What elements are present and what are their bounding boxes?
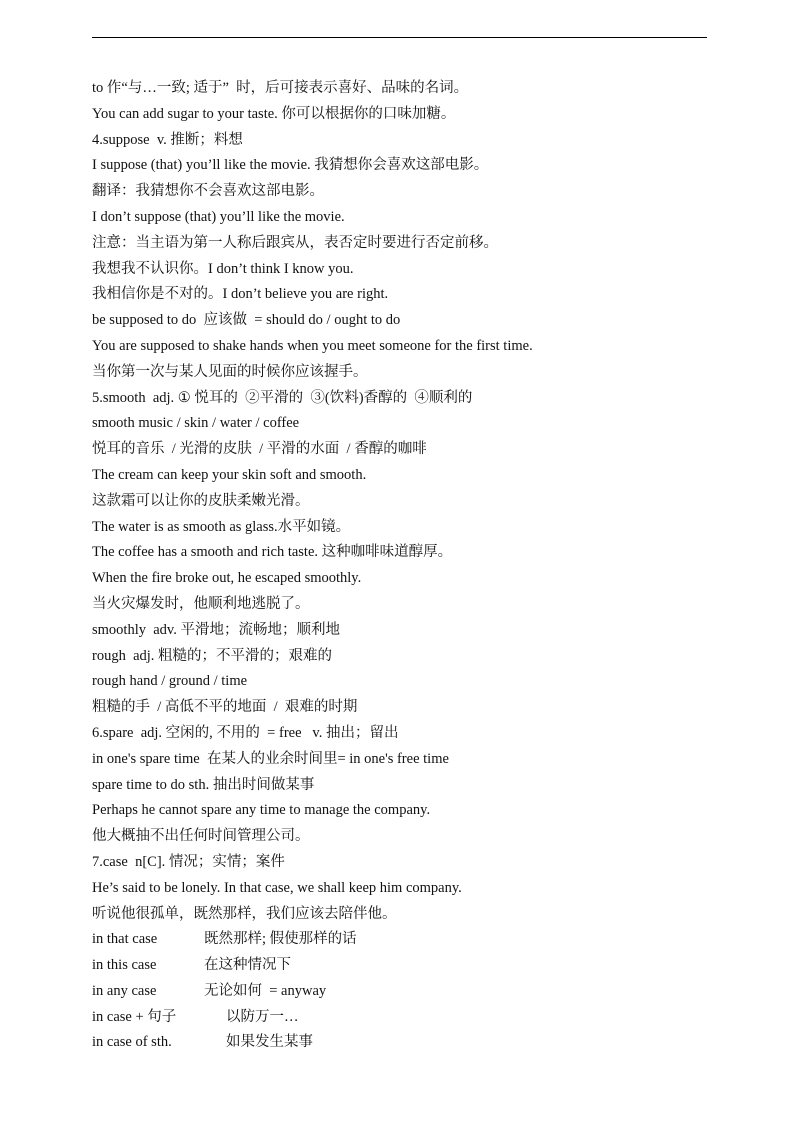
text-line: He’s said to be lonely. In that case, we shall keep him company. [92, 879, 462, 896]
document-body [92, 76, 732, 1056]
phrase-row [92, 953, 732, 979]
text-line: I suppose (that) you’ll like the movie. 我猜想你会喜欢这部电影。 [92, 157, 489, 174]
section-heading-spare: 6.spare adj. 空闲的, 不用的 = free v. 抽出；留出 [92, 724, 399, 741]
phrase-english: in any case [92, 982, 157, 999]
phrase-row [92, 927, 732, 953]
section-heading-case: 7.case n[C]. 情况；实情；案件 [92, 853, 285, 870]
phrase-row [92, 979, 732, 1005]
text-line: 我想我不认识你。I don’t think I know you. [92, 260, 354, 277]
text-line: 悦耳的音乐 / 光滑的皮肤 / 平滑的水面 / 香醇的咖啡 [92, 441, 427, 458]
phrase-chinese: 无论如何 = anyway [204, 982, 327, 999]
text-line: 我相信你是不对的。I don’t believe you are right. [92, 286, 389, 303]
text-line: 他大概抽不出任何时间管理公司。 [92, 828, 310, 845]
text-line: rough hand / ground / time [92, 673, 248, 690]
text-line: I don’t suppose (that) you’ll like the movie. [92, 208, 345, 225]
text-line: Perhaps he cannot spare any time to manage the company. [92, 802, 431, 819]
phrase-row [92, 1030, 732, 1056]
text-line: 粗糙的手 / 高低不平的地面 / 艰难的时期 [92, 699, 358, 716]
text-line: rough adj. 粗糙的；不平滑的；艰难的 [92, 647, 333, 664]
phrase-english: in case + 句子 [92, 1008, 177, 1025]
section-heading-smooth: 5.smooth adj. ① 悦耳的 ②平滑的 ③(饮料)香醇的 ④顺利的 [92, 389, 473, 406]
text-line: 当你第一次与某人见面的时候你应该握手。 [92, 363, 368, 380]
text-line: 这款霜可以让你的皮肤柔嫩光滑。 [92, 492, 310, 509]
section-heading-suppose: 4.suppose v. 推断；料想 [92, 131, 243, 148]
text-line: You are supposed to shake hands when you meet someone for the first time. [92, 337, 533, 354]
text-line: spare time to do sth. 抽出时间做某事 [92, 776, 315, 793]
text-line: The cream can keep your skin soft and smooth. [92, 466, 367, 483]
text-line: 注意：当主语为第一人称后跟宾从，表否定时要进行否定前移。 [92, 234, 498, 251]
phrase-english: in case of sth. [92, 1034, 172, 1051]
text-line: The coffee has a smooth and rich taste. 这种咖啡味道醇厚。 [92, 544, 453, 561]
phrase-english: in this case [92, 957, 157, 974]
phrase-chinese: 如果发生某事 [226, 1034, 313, 1051]
text-line: 当火灾爆发时，他顺利地逃脱了。 [92, 595, 310, 612]
phrase-chinese: 以防万一… [226, 1008, 299, 1025]
phrase-chinese: 既然那样; 假使那样的话 [204, 931, 357, 948]
phrase-english: in that case [92, 931, 158, 948]
text-line: 听说他很孤单，既然那样，我们应该去陪伴他。 [92, 905, 397, 922]
text-line: be supposed to do 应该做 = should do / ought to do [92, 312, 401, 329]
text-line: You can add sugar to your taste. 你可以根据你的口味加糖。 [92, 105, 456, 122]
text-line: to 作“与…一致; 适于” 时，后可接表示喜好、品味的名词。 [92, 80, 469, 96]
text-line: When the fire broke out, he escaped smoothly. [92, 570, 362, 587]
phrase-row [92, 1005, 732, 1031]
text-line: in one's spare time 在某人的业余时间里= in one's free time [92, 750, 449, 767]
phrase-chinese: 在这种情况下 [204, 957, 291, 974]
text-line: smoothly adv. 平滑地；流畅地；顺利地 [92, 621, 340, 638]
header-rule [92, 37, 707, 38]
text-line: smooth music / skin / water / coffee [92, 415, 300, 432]
text-line: 翻译：我猜想你不会喜欢这部电影。 [92, 183, 324, 200]
text-line: The water is as smooth as glass.水平如镜。 [92, 518, 351, 535]
